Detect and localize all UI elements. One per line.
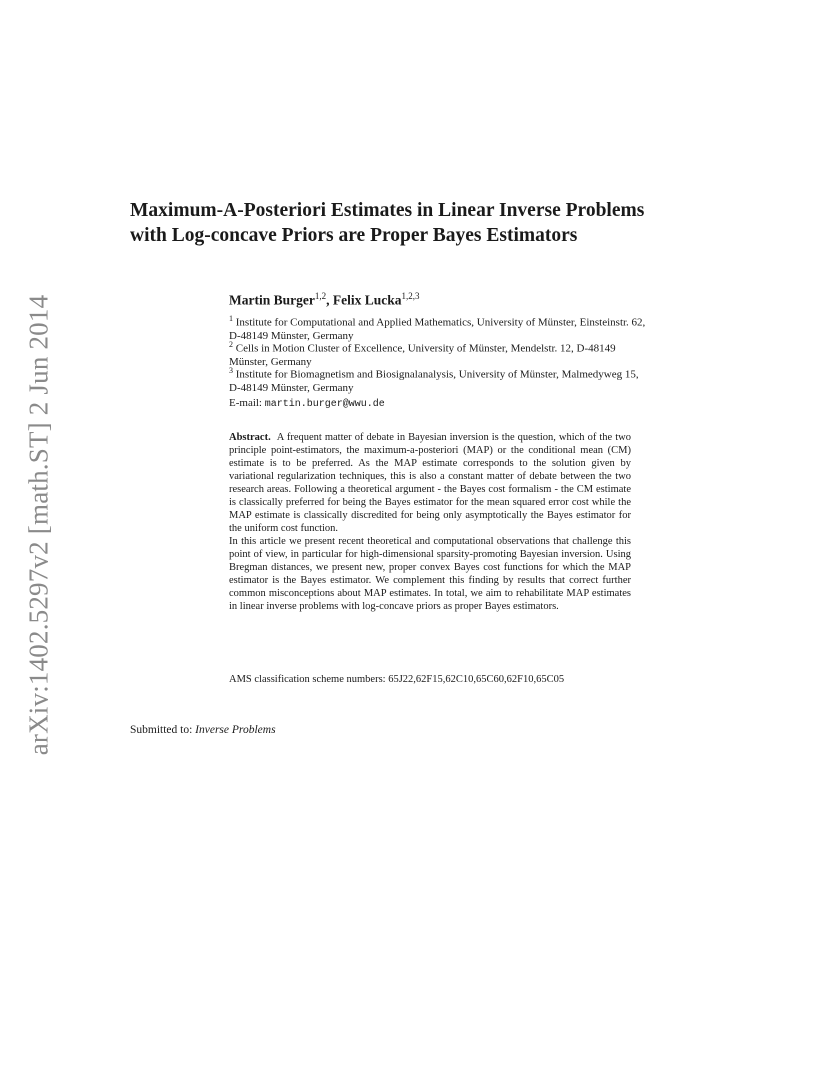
abstract-label: Abstract. bbox=[229, 432, 271, 443]
arxiv-stamp-text: arXiv:1402.5297v2 [math.ST] 2 Jun 2014 bbox=[23, 294, 54, 756]
abstract-text-1: A frequent matter of debate in Bayesian inversion is the question, which of the two principle point-estimators, the maximum-a-posteriori (MAP) or the conditional mean (CM) estimate is to be preferred. As the MAP estimate corresponds to the solution given by variational regularization techniques, this is also a constant matter of debate between the two research areas. Following a theoretical argument - the Bayes cost formalism - the CM estimate is classically preferred for being the Bayes estimator for the mean squared error cost while the MAP estimate is classically discredited for being only asymptotically the Bayes estimator for the uniform cost function. bbox=[229, 432, 631, 534]
email-label: E-mail: bbox=[229, 397, 262, 409]
author-marks: 1,2 bbox=[314, 291, 327, 301]
affiliation-mark: 2 bbox=[229, 340, 233, 349]
affiliation-3 bbox=[229, 364, 649, 395]
paper-title: Maximum-A-Posteriori Estimates in Linear Inverse Problems with Log-concave Priors are Proper Bayes Estimators bbox=[130, 200, 645, 246]
arxiv-stamp bbox=[22, 290, 56, 760]
abstract bbox=[229, 431, 631, 613]
author-list: Martin Burger$^{1,2}$, Felix Lucka$^{1,2,3}$ bbox=[229, 291, 420, 308]
journal-name: Inverse Problems bbox=[195, 724, 276, 736]
abstract-paragraph-2: In this article we present recent theoretical and computational observations that challenge this point of view, in particular for high-dimensional sparsity-promoting Bayesian inversion. Using Bregman distances, we present new, proper convex Bayes cost functions for which the MAP estimator is the Bayes estimator. We complement this finding by results that correct further common misconceptions about MAP estimates. In total, we aim to rehabilitate MAP estimates in linear inverse problems with log-concave priors as proper Bayes estimators. bbox=[229, 536, 631, 612]
author-name: Martin Burger bbox=[229, 292, 315, 308]
affiliation-mark: 3 bbox=[229, 366, 233, 375]
affiliation-text: Institute for Biomagnetism and Biosignalanalysis, University of Münster, Malmedyweg 15, D-48149 Münster, Germany bbox=[229, 368, 639, 394]
submitted-label: Submitted to: bbox=[130, 724, 193, 736]
abstract-paragraph-1 bbox=[229, 431, 631, 535]
ams-classification: AMS classification scheme numbers: 65J22,62F15,62C10,65C60,62F10,65C05 bbox=[229, 674, 565, 685]
affiliation-text: Institute for Computational and Applied Mathematics, University of Münster, Einsteinstr. 62, D-48149 Münster, Germany bbox=[229, 316, 646, 342]
author-marks: 1,2,3 bbox=[401, 291, 420, 301]
submitted-line bbox=[130, 724, 276, 736]
email-line bbox=[229, 397, 385, 410]
affiliation-text: Cells in Motion Cluster of Excellence, University of Münster, Mendelstr. 12, D-48149 Münster, Germany bbox=[229, 342, 616, 368]
author-name: Felix Lucka bbox=[332, 292, 402, 308]
affiliation-mark: 1 bbox=[229, 314, 233, 323]
email-address: martin.burger@wwu.de bbox=[264, 399, 385, 410]
